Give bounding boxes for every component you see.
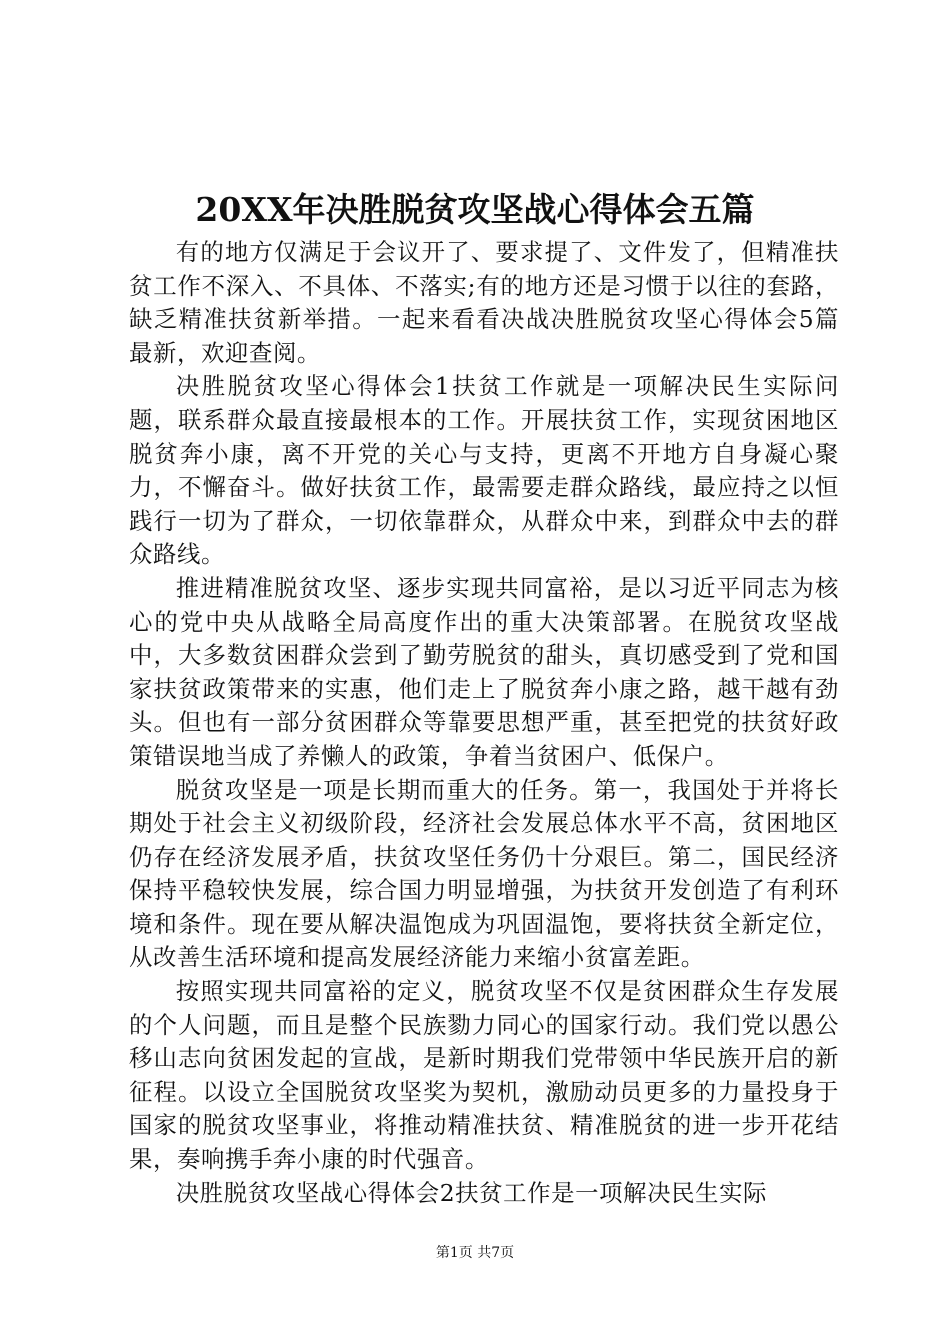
paragraph-intro: 有的地方仅满足于会议开了、要求提了、文件发了，但精准扶贫工作不深入、不具体、不落实;有的地方还是习惯于以往的套路，缺乏精准扶贫新举措。一起来看看决战决胜脱贫攻坚心得体会5篇最新，欢迎查阅。	[129, 238, 839, 367]
paragraph-5: 决胜脱贫攻坚战心得体会2扶贫工作是一项解决民生实际	[175, 1178, 768, 1207]
paragraph-2: 推进精准脱贫攻坚、逐步实现共同富裕，是以习近平同志为核心的党中央从战略全局高度作出的重大决策部署。在脱贫攻坚战中，大多数贫困群众尝到了勤劳脱贫的甜头，真切感受到了党和国家扶贫政策带来的实惠，他们走上了脱贫奔小康之路，越干越有劲头。但也有一部分贫困群众等靠要思想严重，甚至把党的扶贫好政策错误地当成了养懒人的政策，争着当贫困户、低保户。	[129, 573, 839, 770]
document-body	[129, 236, 839, 1210]
document-title: 20XX年决胜脱贫攻坚战心得体会五篇	[195, 190, 755, 229]
page-number-footer: 第1页 共7页	[435, 1245, 515, 1261]
paragraph-1: 决胜脱贫攻坚心得体会1扶贫工作就是一项解决民生实际问题，联系群众最直接最根本的工作。开展扶贫工作，实现贫困地区脱贫奔小康，离不开党的关心与支持，更离不开地方自身凝心聚力，不懈奋斗。做好扶贫工作，最需要走群众路线，最应持之以恒践行一切为了群众，一切依靠群众，从群众中来，到群众中去的群众路线。	[129, 372, 839, 569]
paragraph-4: 按照实现共同富裕的定义，脱贫攻坚不仅是贫困群众生存发展的个人问题，而且是整个民族勠力同心的国家行动。我们党以愚公移山志向贫困发起的宣战，是新时期我们党带领中华民族开启的新征程。以设立全国脱贫攻坚奖为契机，激励动员更多的力量投身于国家的脱贫攻坚事业，将推动精准扶贫、精准脱贫的进一步开花结果，奏响携手奔小康的时代强音。	[129, 977, 839, 1174]
paragraph-3: 脱贫攻坚是一项是长期而重大的任务。第一，我国处于并将长期处于社会主义初级阶段，经济社会发展总体水平不高，贫困地区仍存在经济发展矛盾，扶贫攻坚任务仍十分艰巨。第二，国民经济保持平稳较快发展，综合国力明显增强，为扶贫开发创造了有利环境和条件。现在要从解决温饱成为巩固温饱，要将扶贫全新定位，从改善生活环境和提高发展经济能力来缩小贫富差距。	[129, 775, 839, 972]
